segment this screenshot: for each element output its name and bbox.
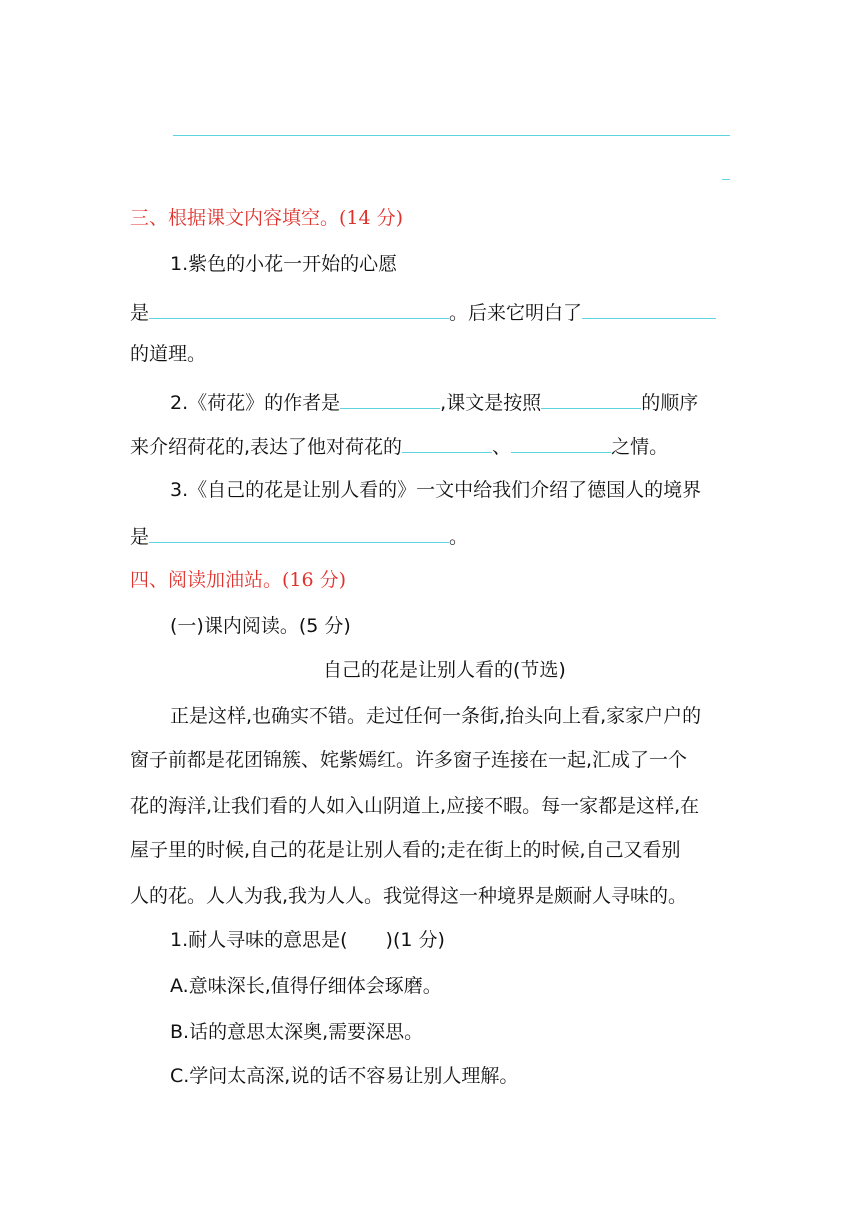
q2-blank-order[interactable]	[541, 386, 641, 409]
passage-line-5: 人的花。人人为我,我为人人。我觉得这一种境界是颇耐人寻味的。	[130, 885, 688, 907]
q1-blank-2[interactable]	[582, 296, 716, 319]
q2-line2: 来介绍荷花的,表达了他对荷花的 、 之情。	[130, 430, 668, 461]
answer-line-top	[173, 135, 730, 136]
mc-question: 1.耐人寻味的意思是( )(1 分)	[170, 929, 445, 951]
passage-line-1: 正是这样,也确实不错。走过任何一条街,抬头向上看,家家户户的	[170, 705, 702, 727]
q2-line1: 2.《荷花》的作者是 ,课文是按照 的顺序	[170, 386, 698, 417]
passage-line-3: 花的海洋,让我们看的人如入山阴道上,应接不暇。每一家都是这样,在	[130, 795, 700, 817]
answer-line-short	[722, 179, 730, 180]
q2-blank-feeling-2[interactable]	[511, 430, 611, 453]
section3-heading: 三、根据课文内容填空。(14 分)	[130, 207, 404, 229]
mc-option-b[interactable]: B.话的意思太深奥,需要深思。	[170, 1021, 424, 1043]
q1-line1: 1.紫色的小花一开始的心愿	[170, 253, 398, 275]
passage-line-4: 屋子里的时候,自己的花是让别人看的;走在街上的时候,自己又看别	[130, 839, 681, 861]
part1-heading: (一)课内阅读。(5 分)	[170, 615, 351, 637]
q1-line2: 是 。后来它明白了	[130, 296, 716, 327]
section4-heading: 四、阅读加油站。(16 分)	[130, 569, 347, 591]
q3-blank[interactable]	[149, 520, 449, 543]
q1-line3: 的道理。	[130, 343, 207, 365]
passage-title: 自己的花是让别人看的(节选)	[323, 659, 566, 681]
q2-blank-author[interactable]	[340, 386, 440, 409]
q1-blank-1[interactable]	[149, 296, 449, 319]
mc-option-c[interactable]: C.学问太高深,说的话不容易让别人理解。	[170, 1065, 519, 1087]
mc-option-a[interactable]: A.意味深长,值得仔细体会琢磨。	[170, 975, 442, 997]
q2-blank-feeling-1[interactable]	[402, 430, 492, 453]
q3-line1: 3.《自己的花是让别人看的》一文中给我们介绍了德国人的境界	[170, 479, 702, 501]
q3-line2: 是 。	[130, 520, 468, 551]
passage-line-2: 窗子前都是花团锦簇、姹紫嫣红。许多窗子连接在一起,汇成了一个	[130, 749, 688, 771]
